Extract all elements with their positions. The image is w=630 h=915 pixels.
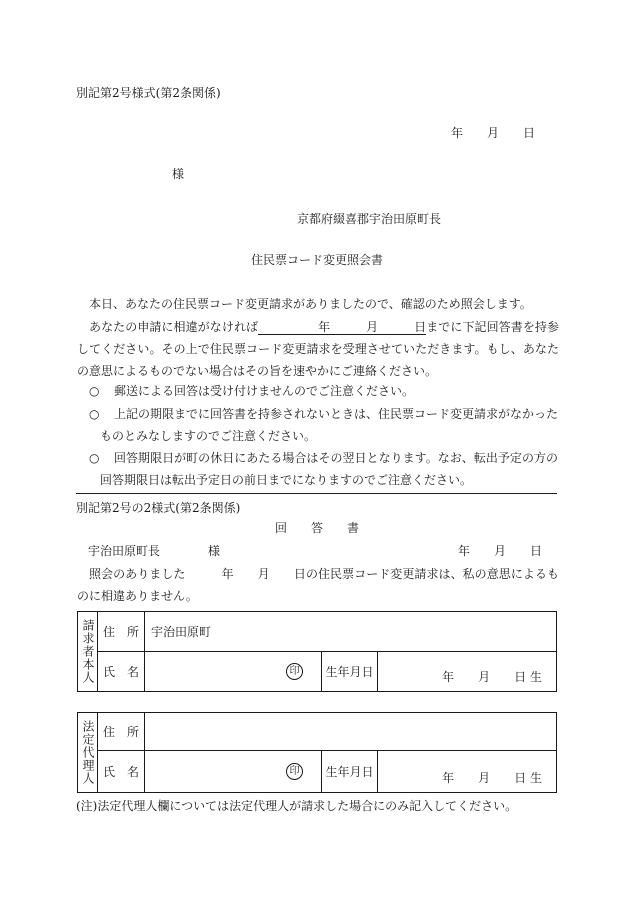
- form1-issuer: 京都府綴喜郡宇治田原町長: [297, 212, 442, 226]
- reply-deadline-date: 年 月 日: [258, 320, 426, 335]
- form1-title: 住民票コード変更照会書: [251, 253, 384, 267]
- section-divider: [76, 493, 557, 494]
- requester-section-label: 請求者本人: [78, 612, 98, 692]
- agent-birth-label: 生年月日: [322, 751, 378, 793]
- requester-name-cell: [145, 652, 322, 692]
- agent-name-label: 氏 名: [98, 751, 145, 793]
- form1-header: 別記第2号様式(第2条関係): [76, 86, 221, 100]
- requester-address-value: 宇治田原町: [145, 612, 557, 652]
- form2-sama: 様: [208, 544, 221, 558]
- form1-paragraph-1: 本日、あなたの住民票コード変更請求がありましたので、確認のため照会します。: [89, 297, 532, 311]
- note-1-text: 郵送による回答は受け付けませんのでご注意ください。: [114, 384, 415, 398]
- form2-date-line: 年 月 日: [458, 544, 543, 558]
- note-3-text: 回答期限日が町の休日にあたる場合はその翌日となります。なお、転出予定の方の回答期限日は転出予定日の前日までになりますのでご注意ください。: [100, 451, 558, 487]
- agent-section-label: 法定代理人: [78, 713, 98, 793]
- requester-birth-value: 年 月 日 生: [378, 652, 557, 692]
- note-3-bullet: ○: [89, 451, 100, 465]
- requester-address-label: 住 所: [98, 612, 145, 652]
- requester-name-label: 氏 名: [98, 652, 145, 692]
- agent-seal-mark: 印: [286, 763, 303, 780]
- note-2-bullet: ○: [89, 407, 100, 421]
- form2-recipient: 宇治田原町長: [88, 544, 161, 558]
- requester-birth-label: 生年月日: [322, 652, 378, 692]
- para2-before: あなたの申請に相違がなければ: [89, 320, 259, 334]
- note-1-bullet: ○: [89, 384, 100, 398]
- form2-footnote: (注)法定代理人欄については法定代理人が請求した場合にのみ記入してください。: [76, 799, 518, 813]
- form2-header: 別記第2号の2様式(第2条関係): [76, 501, 241, 515]
- form2-title: 回 答 書: [275, 521, 360, 535]
- requester-seal-mark: 印: [286, 663, 303, 680]
- agent-name-cell: [145, 751, 322, 793]
- form1-addressee: 様: [172, 167, 185, 181]
- requester-table: [77, 611, 557, 692]
- agent-table: [77, 712, 557, 793]
- note-2-text: 上記の期限までに回答書を持参されないときは、住民票コード変更請求がなかったものとみなしますのでご注意ください。: [100, 407, 559, 443]
- agent-address-value: [145, 713, 557, 751]
- para2-after: までに下記回答書を持参してください。その上で住民票コード変更請求を受理させていただきます。もし、あなたの意思によるものでない場合はその旨を速やかにご連絡ください。: [77, 320, 559, 378]
- agent-birth-value: 年 月 日 生: [378, 751, 557, 793]
- form1-paragraph-2: [77, 316, 559, 382]
- form2-body: 照会のありました 年 月 日の住民票コード変更請求は、私の意思によるものに相違ありません。: [77, 567, 559, 603]
- form1-date-line: 年 月 日: [451, 126, 536, 140]
- agent-address-label: 住 所: [98, 713, 145, 751]
